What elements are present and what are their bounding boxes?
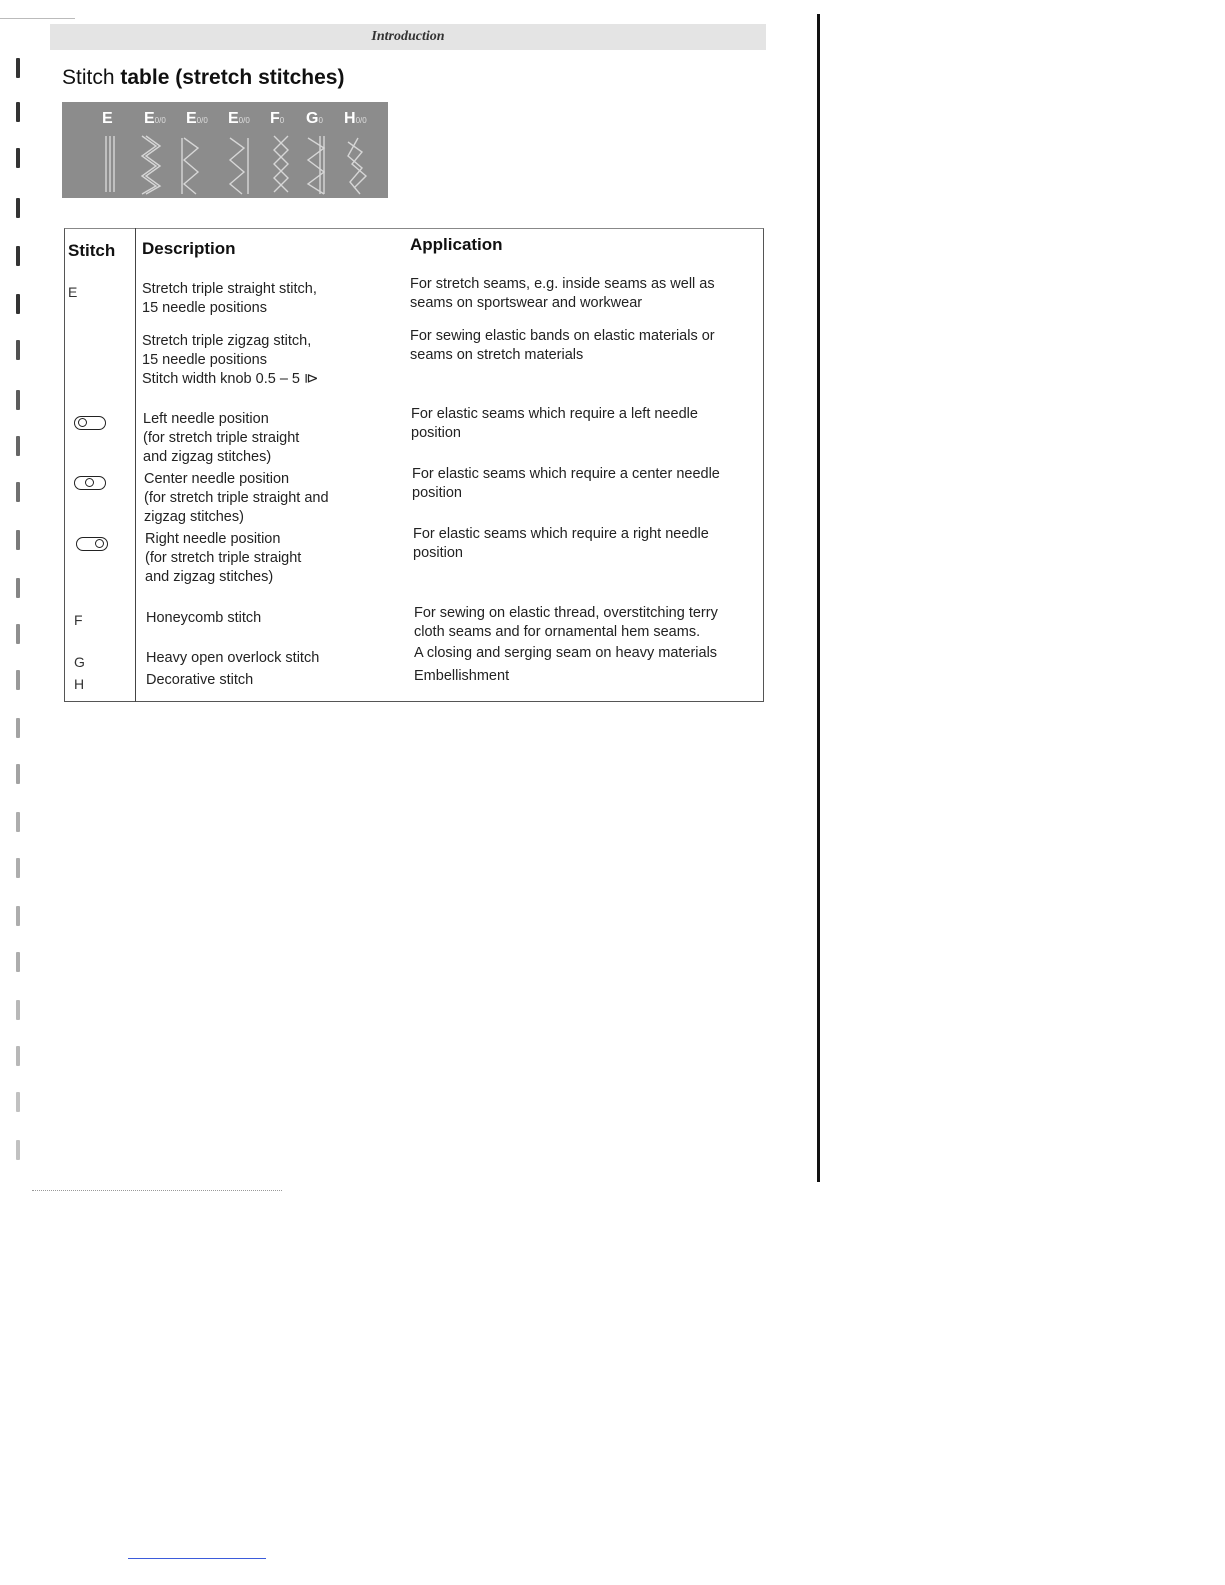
stitch-letter-e2: E0/0 (144, 110, 166, 127)
row-h-application: Embellishment (414, 668, 510, 684)
row-h-description: Decorative stitch (146, 672, 254, 688)
row-right-needle-description: Right needle position (for stretch triple straight and zigzag stitches) (145, 531, 302, 585)
row-zigzag-description: Stretch triple zigzag stitch, 15 needle positions Stitch width knob 0.5 – 5 ⧐ (142, 333, 319, 387)
top-left-rule (0, 18, 75, 19)
row-e-stitch: E (68, 284, 78, 300)
stitch-g-overlock-icon (308, 136, 324, 194)
running-header (50, 24, 766, 50)
stitch-letter-e3: E0/0 (186, 110, 208, 127)
row-g-application: A closing and serging seam on heavy materials (414, 645, 718, 661)
row-left-needle-description: Left needle position (for stretch triple straight and zigzag stitches) (143, 411, 300, 465)
row-right-needle-application: For elastic seams which require a right needle position (413, 526, 709, 561)
left-needle-position-icon (74, 416, 106, 430)
stitch-letter-e4: E0/0 (228, 110, 250, 127)
running-head-text: Introduction (371, 29, 445, 44)
row-center-needle-description: Center needle position (for stretch triple straight and zigzag stitches) (144, 471, 329, 525)
row-f-application: For sewing on elastic thread, overstitching terry cloth seams and for ornamental hem seams. (414, 605, 718, 640)
stitch-e-triple-zigzag-icon (142, 136, 160, 194)
page-title (62, 66, 344, 90)
header-application: Application (410, 235, 503, 254)
stitch-pattern-graphics (62, 132, 388, 198)
row-g-stitch: G (74, 654, 85, 670)
row-center-needle-application: For elastic seams which require a center needle position (412, 466, 720, 501)
stitch-e-straight-icon (106, 136, 114, 192)
right-needle-position-icon (76, 537, 108, 551)
stitch-letter-row (62, 106, 388, 132)
header-stitch: Stitch (68, 241, 116, 260)
header-description: Description (142, 239, 236, 258)
page-title-lead: Stitch (62, 66, 115, 89)
row-h-stitch: H (74, 676, 85, 692)
page-right-edge-line (817, 14, 820, 1182)
row-e-application: For stretch seams, e.g. inside seams as well as seams on sportswear and workwear (410, 276, 715, 311)
row-f-stitch: F (74, 612, 83, 628)
stitch-e-right-icon (230, 138, 248, 194)
page-title-rest: table (stretch stitches) (120, 66, 345, 89)
stitch-e-left-icon (182, 138, 198, 194)
table-column-divider (135, 228, 136, 702)
stitch-letter-e1: E (102, 110, 113, 127)
row-zigzag-application: For sewing elastic bands on elastic materials or seams on stretch materials (410, 328, 715, 363)
stitch-letter-f: F0 (270, 110, 285, 127)
row-left-needle-application: For elastic seams which require a left needle position (411, 406, 698, 441)
center-needle-position-icon (74, 476, 106, 490)
stitch-letter-g: G0 (306, 110, 323, 127)
bottom-link-underline (128, 1558, 266, 1559)
bottom-dotted-rule (32, 1190, 282, 1191)
stitch-selector-panel (62, 102, 388, 198)
stitch-f-honeycomb-icon (274, 136, 288, 192)
stitch-letter-h: H0/0 (344, 110, 367, 127)
row-e-description: Stretch triple straight stitch, 15 needle positions (142, 281, 317, 316)
row-f-description: Honeycomb stitch (146, 610, 262, 626)
stitch-h-decorative-icon (348, 138, 366, 194)
row-g-description: Heavy open overlock stitch (146, 650, 320, 666)
binding-hole-marks (10, 50, 40, 1170)
